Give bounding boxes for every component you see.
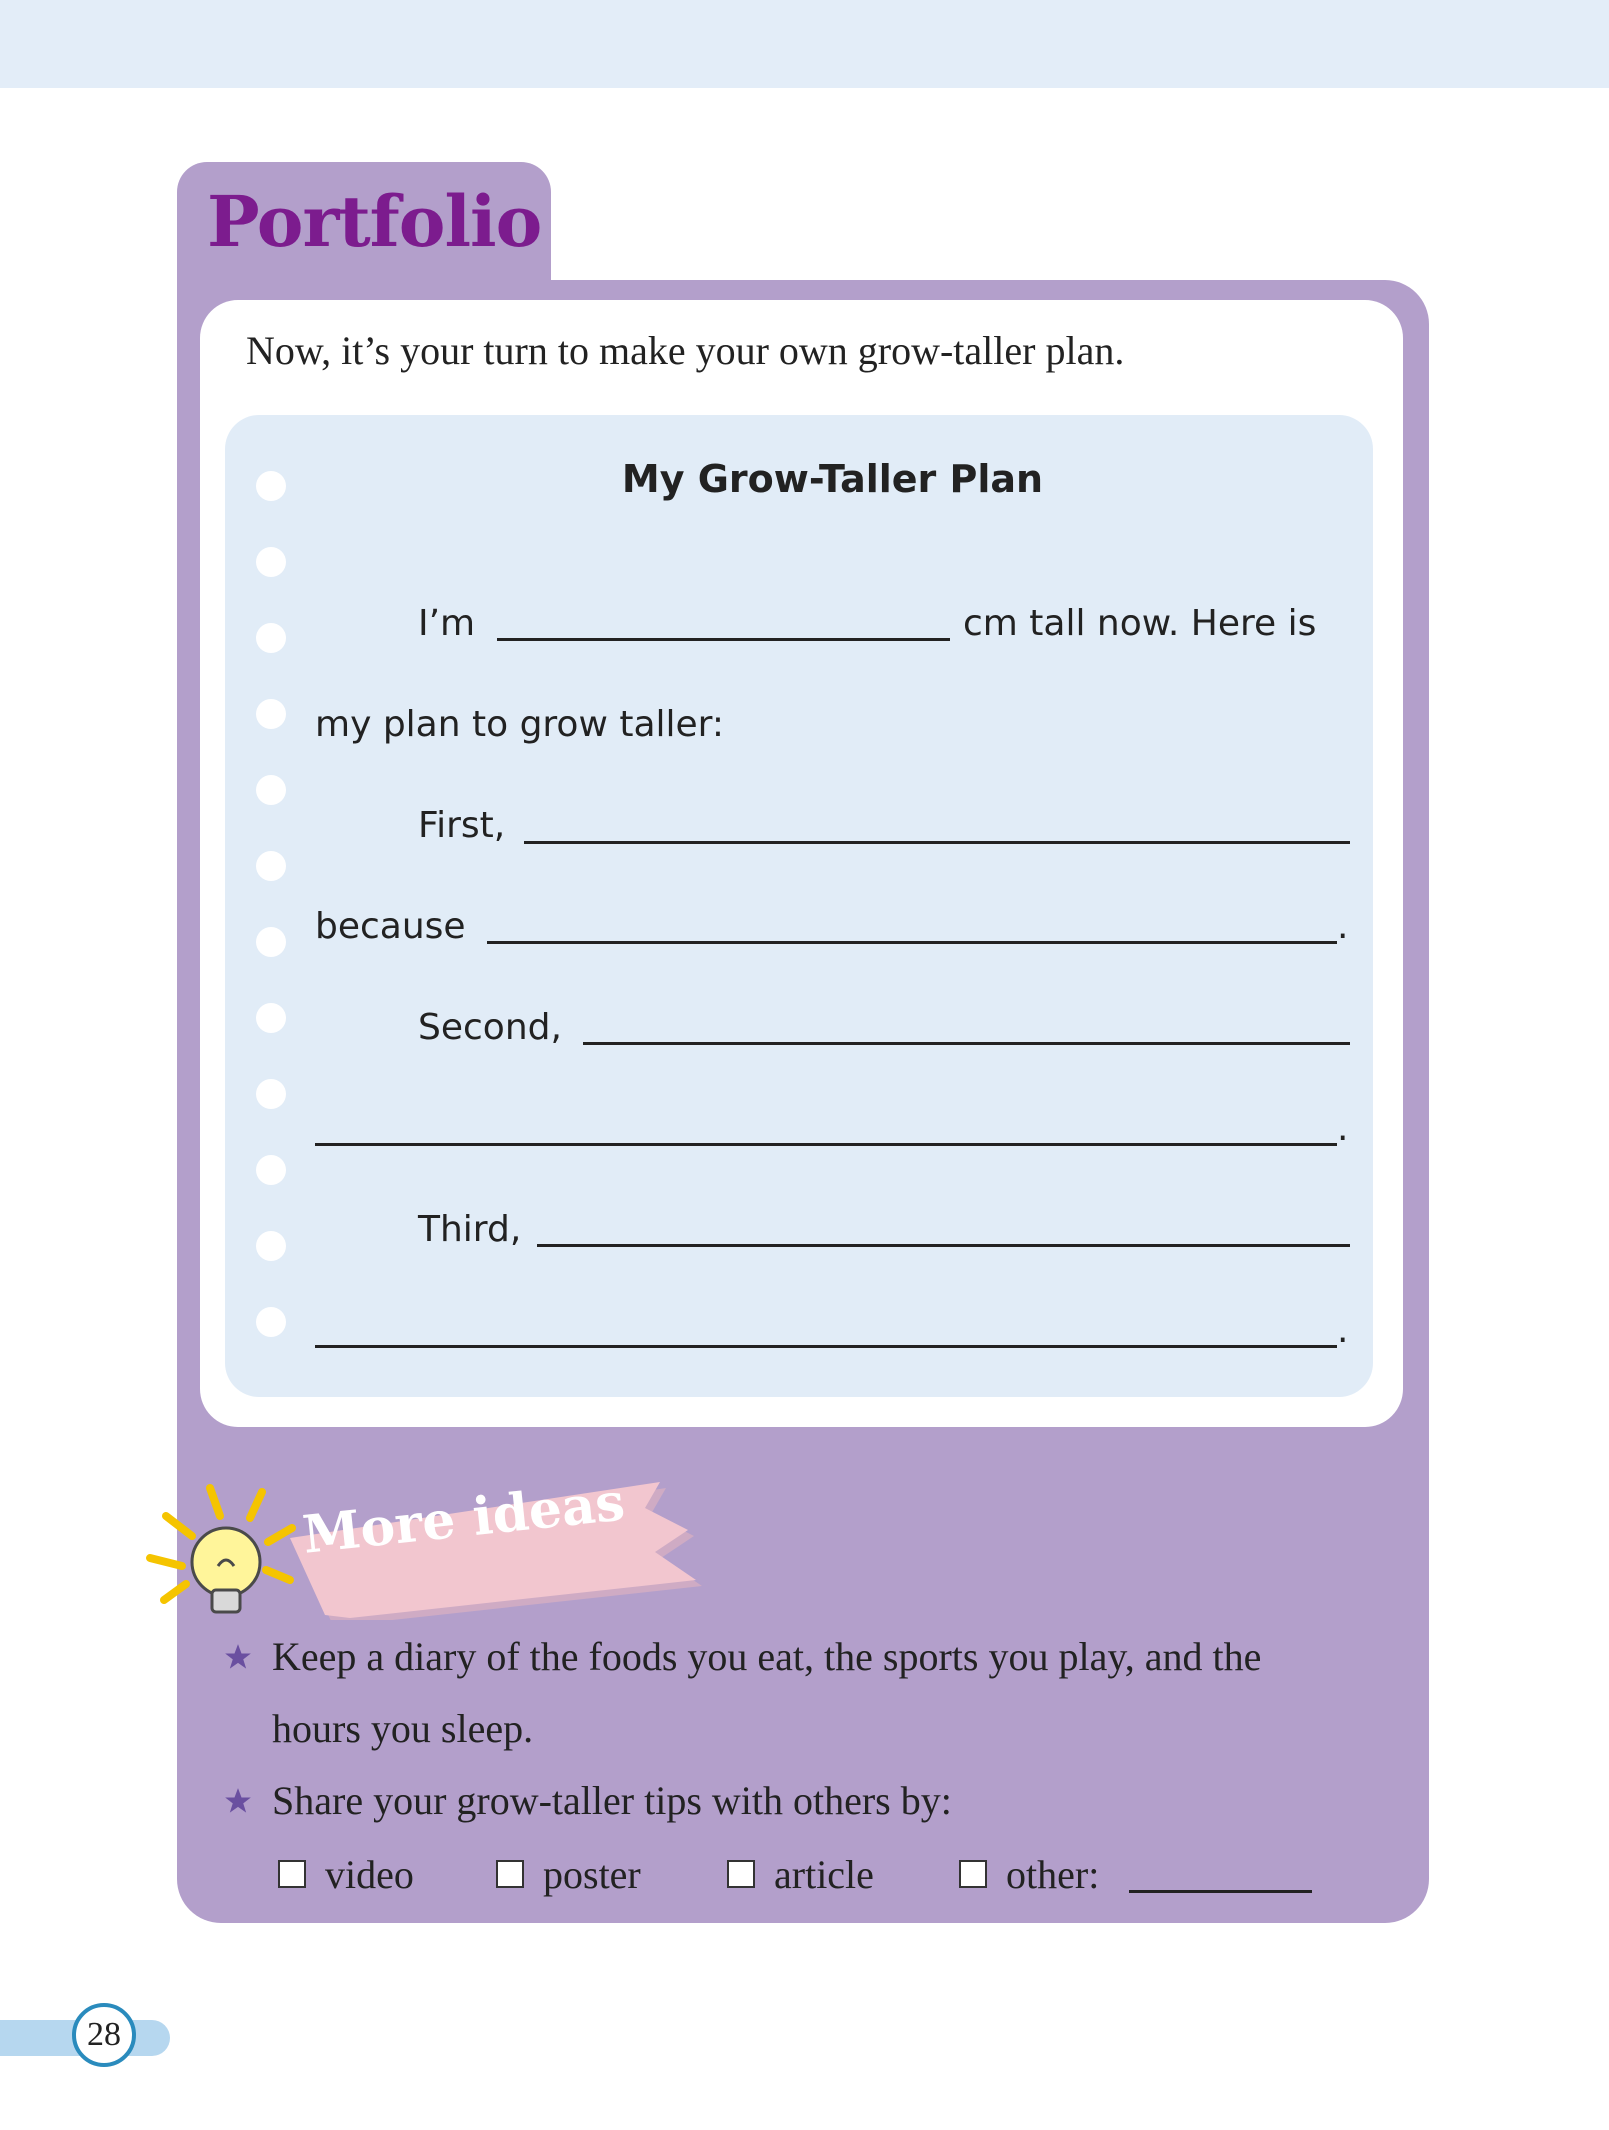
because-blank[interactable] [487, 941, 1337, 944]
second-label: Second, [418, 1007, 562, 1048]
notebook-hole [256, 547, 286, 577]
star-bullet-icon [224, 1643, 252, 1671]
notebook-hole [256, 1231, 286, 1261]
poster-checkbox[interactable] [496, 1860, 524, 1888]
first-label: First, [418, 805, 506, 846]
notebook-hole [256, 1079, 286, 1109]
idea-item-1-continued: hours you sleep. [272, 1706, 534, 1751]
because-period: . [1337, 906, 1349, 947]
plan-continuation: my plan to grow taller: [315, 704, 724, 745]
other-option-label: other: [1006, 1852, 1100, 1897]
more-ideas-title: More ideas [299, 1471, 628, 1566]
notebook-hole [256, 699, 286, 729]
notebook-hole [256, 1155, 286, 1185]
plan-title: My Grow-Taller Plan [621, 457, 1044, 501]
star-bullet-icon [224, 1787, 252, 1815]
other-blank[interactable] [1129, 1890, 1312, 1893]
first-blank[interactable] [524, 841, 1350, 844]
page-title: Portfolio [207, 180, 542, 263]
third-label: Third, [418, 1209, 522, 1250]
poster-option-label: poster [543, 1852, 641, 1897]
video-checkbox[interactable] [278, 1860, 306, 1888]
article-option-label: article [774, 1852, 874, 1897]
notebook-hole [256, 775, 286, 805]
video-option-label: video [325, 1852, 414, 1897]
article-checkbox[interactable] [727, 1860, 755, 1888]
page-number: 28 [87, 2016, 121, 2053]
second-period: . [1337, 1108, 1349, 1149]
idea-item-1: Keep a diary of the foods you eat, the sports you play, and the [272, 1634, 1262, 1679]
notebook-hole [256, 851, 286, 881]
lightbulb-icon [150, 1488, 292, 1612]
notebook-hole [256, 1003, 286, 1033]
second-blank[interactable] [583, 1042, 1350, 1045]
third-continuation-blank[interactable] [315, 1345, 1337, 1348]
notebook-hole [256, 623, 286, 653]
height-blank[interactable] [497, 638, 950, 641]
instruction-text: Now, it’s your turn to make your own grow-taller plan. [246, 328, 1125, 373]
notebook-hole [256, 927, 286, 957]
because-label: because [315, 906, 466, 947]
top-band [0, 0, 1609, 88]
other-checkbox[interactable] [959, 1860, 987, 1888]
idea-item-2: Share your grow-taller tips with others by: [272, 1778, 952, 1823]
third-blank[interactable] [537, 1244, 1350, 1247]
third-period: . [1337, 1310, 1349, 1351]
notebook-hole [256, 1307, 286, 1337]
height-prefix: I’m [418, 603, 476, 644]
second-continuation-blank[interactable] [315, 1143, 1337, 1146]
height-suffix: cm tall now. Here is [963, 603, 1317, 644]
